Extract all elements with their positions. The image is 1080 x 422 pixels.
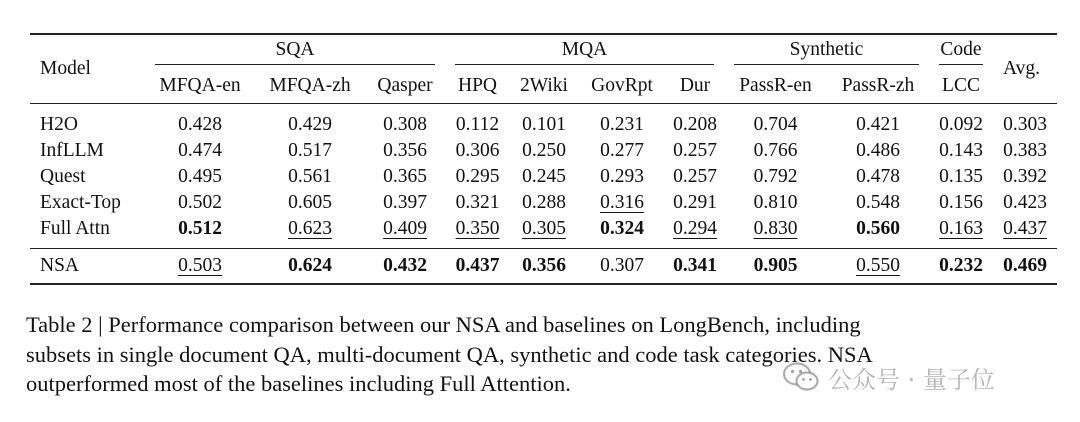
table-cell: 0.561 xyxy=(288,166,332,187)
table-cell: 0.231 xyxy=(600,114,644,135)
table-cell: 0.548 xyxy=(856,192,900,213)
table-cell: 0.303 xyxy=(1003,114,1047,135)
column-header: MFQA-en xyxy=(159,75,241,96)
table-cell: 0.469 xyxy=(1003,255,1047,276)
table-cell: 0.306 xyxy=(455,140,500,161)
group-header-synthetic xyxy=(724,34,929,69)
table-cell: 0.502 xyxy=(178,192,222,213)
table-cell: 0.288 xyxy=(522,192,566,213)
column-header: PassR-en xyxy=(739,75,812,96)
table-cell: 0.478 xyxy=(856,166,900,187)
table-cell: 0.295 xyxy=(455,166,500,187)
table-cell: 0.135 xyxy=(939,166,983,187)
table-cell: 0.392 xyxy=(1003,166,1047,187)
row-name: H2O xyxy=(40,114,78,135)
table-cell: 0.112 xyxy=(455,114,500,135)
group-header-mqa-label: MQA xyxy=(455,39,714,65)
group-header-synthetic-label: Synthetic xyxy=(734,39,919,65)
longbench-results-table xyxy=(30,33,1057,285)
table-cell: 0.092 xyxy=(939,114,983,135)
table-cell: 0.156 xyxy=(939,192,983,213)
table-cell: 0.356 xyxy=(522,255,566,276)
table-cell: 0.308 xyxy=(383,114,427,135)
results-table-container xyxy=(30,33,1057,285)
table-cell: 0.486 xyxy=(856,140,900,161)
table-cell: 0.830 xyxy=(753,218,798,239)
watermark xyxy=(782,360,1050,394)
table-cell: 0.512 xyxy=(178,218,222,239)
group-header-code xyxy=(929,34,993,69)
table-cell: 0.560 xyxy=(856,218,900,239)
table-cell: 0.277 xyxy=(600,140,644,161)
table-cell: 0.305 xyxy=(522,218,566,239)
table-cell: 0.316 xyxy=(600,192,644,213)
table-row-quest xyxy=(30,164,1057,190)
table-cell: 0.437 xyxy=(455,255,500,276)
table-cell: 0.208 xyxy=(673,114,717,135)
group-header-code-label: Code xyxy=(939,39,983,65)
table-cell: 0.143 xyxy=(939,140,983,161)
table-cell: 0.307 xyxy=(600,255,644,276)
table-cell: 0.432 xyxy=(383,255,427,276)
table-cell: 0.294 xyxy=(673,218,717,239)
table-cell: 0.383 xyxy=(1003,140,1047,161)
avg-column-header: Avg. xyxy=(1003,58,1041,79)
table-cell: 0.624 xyxy=(288,255,332,276)
row-name: Quest xyxy=(40,166,86,187)
table-cell: 0.605 xyxy=(288,192,332,213)
table-cell: 0.365 xyxy=(383,166,427,187)
table-cell: 0.341 xyxy=(673,255,717,276)
table-cell: 0.245 xyxy=(522,166,566,187)
table-row-full-attn xyxy=(30,216,1057,249)
column-header: MFQA-zh xyxy=(269,75,351,96)
group-header-sqa xyxy=(145,34,445,69)
table-cell: 0.257 xyxy=(673,166,717,187)
model-column-header: Model xyxy=(40,58,91,79)
column-header: Qasper xyxy=(377,75,433,96)
table-row-nsa xyxy=(30,249,1057,285)
row-name: InfLLM xyxy=(40,140,104,161)
row-name: Exact-Top xyxy=(40,192,121,213)
table-cell: 0.321 xyxy=(455,192,500,213)
column-header: HPQ xyxy=(457,75,497,96)
table-cell: 0.623 xyxy=(288,218,332,239)
column-header: PassR-zh xyxy=(841,75,915,96)
table-cell: 0.905 xyxy=(753,255,798,276)
table-cell: 0.423 xyxy=(1003,192,1047,213)
column-header: 2Wiki xyxy=(520,75,568,96)
header-column-row xyxy=(30,69,1057,104)
table-cell: 0.503 xyxy=(178,255,222,276)
table-cell: 0.250 xyxy=(522,140,566,161)
caption-line: subsets in single document QA, multi-document QA, synthetic and code task categories. NSA xyxy=(26,341,873,367)
table-cell: 0.356 xyxy=(383,140,427,161)
table-cell: 0.409 xyxy=(383,218,427,239)
row-name: NSA xyxy=(40,255,80,276)
header-group-row xyxy=(30,34,1057,69)
table-row-infllm xyxy=(30,138,1057,164)
column-header: LCC xyxy=(942,75,980,96)
table-cell: 0.101 xyxy=(522,114,566,135)
table-cell: 0.792 xyxy=(753,166,798,187)
group-header-mqa xyxy=(445,34,724,69)
table-cell: 0.397 xyxy=(383,192,427,213)
table-cell: 0.421 xyxy=(856,114,900,135)
table-row-exact-top xyxy=(30,190,1057,216)
watermark-text: 公众号 · 量子位 xyxy=(828,365,995,394)
table-cell: 0.350 xyxy=(455,218,500,239)
table-cell: 0.293 xyxy=(600,166,644,187)
table-cell: 0.517 xyxy=(288,140,332,161)
table-cell: 0.474 xyxy=(178,140,222,161)
column-header: Dur xyxy=(679,75,711,96)
table-cell: 0.163 xyxy=(939,218,983,239)
wechat-icon xyxy=(782,362,820,392)
table-cell: 0.324 xyxy=(600,218,644,239)
table-row-h2o xyxy=(30,104,1057,139)
table-cell: 0.232 xyxy=(939,255,983,276)
table-cell: 0.437 xyxy=(1003,218,1047,239)
table-cell: 0.429 xyxy=(288,114,332,135)
group-header-sqa-label: SQA xyxy=(155,39,435,65)
table-cell: 0.704 xyxy=(753,114,798,135)
table-cell: 0.291 xyxy=(673,192,717,213)
table-cell: 0.257 xyxy=(673,140,717,161)
caption-line: outperformed most of the baselines including Full Attention. xyxy=(26,371,571,396)
table-cell: 0.428 xyxy=(178,114,222,135)
row-name: Full Attn xyxy=(40,218,110,239)
column-header: GovRpt xyxy=(591,75,653,96)
table-cell: 0.766 xyxy=(753,140,798,161)
table-cell: 0.810 xyxy=(753,192,798,213)
table-cell: 0.495 xyxy=(178,166,222,187)
table-cell: 0.550 xyxy=(856,255,900,276)
caption-line: Table 2 | Performance comparison between our NSA and baselines on LongBench, including xyxy=(26,312,861,337)
